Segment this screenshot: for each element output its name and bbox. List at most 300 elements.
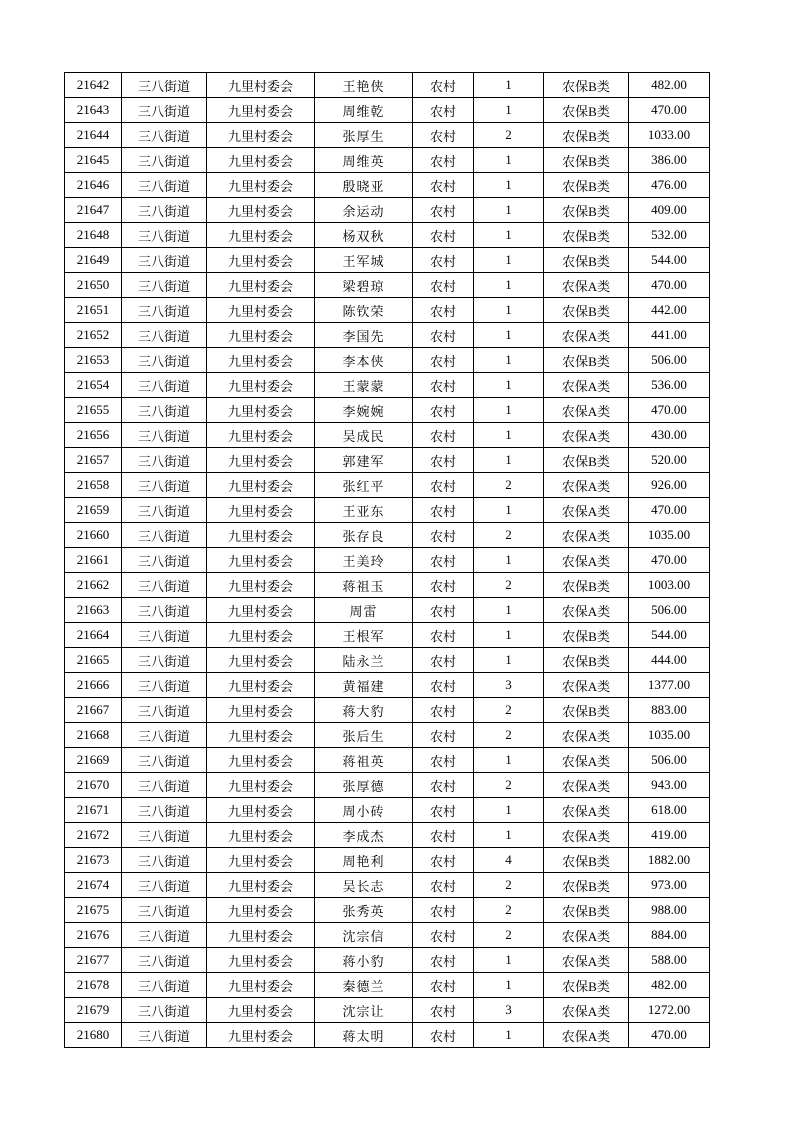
cell-name: 李本侠 bbox=[315, 348, 413, 373]
cell-type: 农村 bbox=[413, 498, 474, 523]
cell-amount: 430.00 bbox=[629, 423, 710, 448]
cell-village: 九里村委会 bbox=[207, 423, 315, 448]
cell-type: 农村 bbox=[413, 298, 474, 323]
cell-street: 三八街道 bbox=[122, 798, 207, 823]
cell-street: 三八街道 bbox=[122, 498, 207, 523]
cell-count: 2 bbox=[474, 473, 544, 498]
cell-street: 三八街道 bbox=[122, 148, 207, 173]
cell-id: 21659 bbox=[65, 498, 122, 523]
cell-village: 九里村委会 bbox=[207, 248, 315, 273]
cell-count: 1 bbox=[474, 98, 544, 123]
cell-village: 九里村委会 bbox=[207, 173, 315, 198]
cell-category: 农保A类 bbox=[544, 373, 629, 398]
cell-village: 九里村委会 bbox=[207, 848, 315, 873]
cell-village: 九里村委会 bbox=[207, 948, 315, 973]
cell-amount: 470.00 bbox=[629, 1023, 710, 1048]
cell-category: 农保A类 bbox=[544, 748, 629, 773]
table-row bbox=[65, 648, 710, 673]
cell-type: 农村 bbox=[413, 698, 474, 723]
cell-type: 农村 bbox=[413, 598, 474, 623]
cell-street: 三八街道 bbox=[122, 748, 207, 773]
cell-name: 张存良 bbox=[315, 523, 413, 548]
cell-name: 郭建军 bbox=[315, 448, 413, 473]
cell-amount: 544.00 bbox=[629, 248, 710, 273]
cell-count: 2 bbox=[474, 698, 544, 723]
table-row bbox=[65, 373, 710, 398]
cell-street: 三八街道 bbox=[122, 73, 207, 98]
cell-type: 农村 bbox=[413, 73, 474, 98]
cell-type: 农村 bbox=[413, 773, 474, 798]
cell-amount: 442.00 bbox=[629, 298, 710, 323]
cell-count: 2 bbox=[474, 923, 544, 948]
cell-id: 21664 bbox=[65, 623, 122, 648]
cell-id: 21680 bbox=[65, 1023, 122, 1048]
cell-street: 三八街道 bbox=[122, 98, 207, 123]
cell-name: 蒋小豹 bbox=[315, 948, 413, 973]
cell-category: 农保A类 bbox=[544, 823, 629, 848]
cell-type: 农村 bbox=[413, 148, 474, 173]
cell-count: 2 bbox=[474, 723, 544, 748]
cell-amount: 482.00 bbox=[629, 973, 710, 998]
table-row bbox=[65, 748, 710, 773]
cell-village: 九里村委会 bbox=[207, 773, 315, 798]
cell-count: 2 bbox=[474, 573, 544, 598]
cell-id: 21679 bbox=[65, 998, 122, 1023]
cell-category: 农保A类 bbox=[544, 773, 629, 798]
cell-type: 农村 bbox=[413, 798, 474, 823]
cell-type: 农村 bbox=[413, 648, 474, 673]
cell-category: 农保A类 bbox=[544, 673, 629, 698]
cell-village: 九里村委会 bbox=[207, 673, 315, 698]
cell-name: 王蒙蒙 bbox=[315, 373, 413, 398]
table-row bbox=[65, 548, 710, 573]
cell-type: 农村 bbox=[413, 923, 474, 948]
cell-amount: 386.00 bbox=[629, 148, 710, 173]
cell-name: 李国先 bbox=[315, 323, 413, 348]
cell-category: 农保A类 bbox=[544, 273, 629, 298]
cell-category: 农保A类 bbox=[544, 548, 629, 573]
cell-category: 农保B类 bbox=[544, 123, 629, 148]
cell-category: 农保B类 bbox=[544, 698, 629, 723]
cell-category: 农保B类 bbox=[544, 898, 629, 923]
cell-amount: 476.00 bbox=[629, 173, 710, 198]
cell-amount: 506.00 bbox=[629, 348, 710, 373]
cell-street: 三八街道 bbox=[122, 948, 207, 973]
cell-type: 农村 bbox=[413, 223, 474, 248]
cell-amount: 544.00 bbox=[629, 623, 710, 648]
cell-village: 九里村委会 bbox=[207, 648, 315, 673]
cell-amount: 1003.00 bbox=[629, 573, 710, 598]
table-row bbox=[65, 923, 710, 948]
cell-category: 农保B类 bbox=[544, 448, 629, 473]
table-row bbox=[65, 173, 710, 198]
document-page bbox=[64, 72, 710, 1048]
cell-type: 农村 bbox=[413, 723, 474, 748]
cell-street: 三八街道 bbox=[122, 273, 207, 298]
cell-id: 21650 bbox=[65, 273, 122, 298]
cell-village: 九里村委会 bbox=[207, 398, 315, 423]
cell-village: 九里村委会 bbox=[207, 873, 315, 898]
cell-id: 21643 bbox=[65, 98, 122, 123]
cell-id: 21675 bbox=[65, 898, 122, 923]
cell-count: 1 bbox=[474, 273, 544, 298]
cell-village: 九里村委会 bbox=[207, 623, 315, 648]
cell-name: 陆永兰 bbox=[315, 648, 413, 673]
cell-category: 农保A类 bbox=[544, 948, 629, 973]
cell-street: 三八街道 bbox=[122, 898, 207, 923]
cell-amount: 1035.00 bbox=[629, 523, 710, 548]
cell-count: 1 bbox=[474, 373, 544, 398]
cell-type: 农村 bbox=[413, 123, 474, 148]
cell-category: 农保B类 bbox=[544, 298, 629, 323]
cell-name: 周维乾 bbox=[315, 98, 413, 123]
cell-name: 王亚东 bbox=[315, 498, 413, 523]
table-row bbox=[65, 73, 710, 98]
cell-street: 三八街道 bbox=[122, 248, 207, 273]
cell-id: 21656 bbox=[65, 423, 122, 448]
cell-count: 2 bbox=[474, 123, 544, 148]
cell-amount: 1377.00 bbox=[629, 673, 710, 698]
cell-name: 张红平 bbox=[315, 473, 413, 498]
cell-category: 农保B类 bbox=[544, 348, 629, 373]
table-row bbox=[65, 123, 710, 148]
cell-amount: 1033.00 bbox=[629, 123, 710, 148]
cell-category: 农保B类 bbox=[544, 73, 629, 98]
cell-category: 农保B类 bbox=[544, 248, 629, 273]
cell-category: 农保B类 bbox=[544, 873, 629, 898]
cell-village: 九里村委会 bbox=[207, 98, 315, 123]
table-row bbox=[65, 973, 710, 998]
cell-category: 农保B类 bbox=[544, 648, 629, 673]
table-row bbox=[65, 273, 710, 298]
table-row bbox=[65, 598, 710, 623]
cell-street: 三八街道 bbox=[122, 823, 207, 848]
table-row bbox=[65, 823, 710, 848]
cell-type: 农村 bbox=[413, 973, 474, 998]
cell-id: 21671 bbox=[65, 798, 122, 823]
cell-street: 三八街道 bbox=[122, 623, 207, 648]
cell-id: 21677 bbox=[65, 948, 122, 973]
cell-village: 九里村委会 bbox=[207, 998, 315, 1023]
cell-amount: 441.00 bbox=[629, 323, 710, 348]
cell-name: 张厚生 bbox=[315, 123, 413, 148]
cell-street: 三八街道 bbox=[122, 848, 207, 873]
cell-type: 农村 bbox=[413, 748, 474, 773]
cell-type: 农村 bbox=[413, 273, 474, 298]
cell-amount: 973.00 bbox=[629, 873, 710, 898]
table-row bbox=[65, 248, 710, 273]
cell-type: 农村 bbox=[413, 423, 474, 448]
cell-type: 农村 bbox=[413, 873, 474, 898]
cell-category: 农保B类 bbox=[544, 223, 629, 248]
cell-category: 农保A类 bbox=[544, 598, 629, 623]
cell-count: 1 bbox=[474, 973, 544, 998]
cell-category: 农保A类 bbox=[544, 798, 629, 823]
cell-id: 21674 bbox=[65, 873, 122, 898]
cell-street: 三八街道 bbox=[122, 1023, 207, 1048]
cell-count: 3 bbox=[474, 998, 544, 1023]
cell-street: 三八街道 bbox=[122, 598, 207, 623]
cell-name: 梁碧琼 bbox=[315, 273, 413, 298]
cell-type: 农村 bbox=[413, 348, 474, 373]
cell-id: 21667 bbox=[65, 698, 122, 723]
cell-category: 农保B类 bbox=[544, 623, 629, 648]
cell-amount: 470.00 bbox=[629, 548, 710, 573]
cell-count: 1 bbox=[474, 223, 544, 248]
cell-village: 九里村委会 bbox=[207, 898, 315, 923]
table-row bbox=[65, 873, 710, 898]
table-row bbox=[65, 998, 710, 1023]
cell-amount: 520.00 bbox=[629, 448, 710, 473]
cell-id: 21652 bbox=[65, 323, 122, 348]
cell-street: 三八街道 bbox=[122, 923, 207, 948]
cell-category: 农保B类 bbox=[544, 973, 629, 998]
cell-category: 农保A类 bbox=[544, 923, 629, 948]
cell-count: 1 bbox=[474, 173, 544, 198]
cell-count: 1 bbox=[474, 1023, 544, 1048]
cell-count: 1 bbox=[474, 623, 544, 648]
cell-id: 21644 bbox=[65, 123, 122, 148]
cell-id: 21665 bbox=[65, 648, 122, 673]
cell-village: 九里村委会 bbox=[207, 148, 315, 173]
cell-count: 1 bbox=[474, 798, 544, 823]
cell-count: 1 bbox=[474, 748, 544, 773]
cell-amount: 470.00 bbox=[629, 98, 710, 123]
cell-type: 农村 bbox=[413, 323, 474, 348]
cell-category: 农保B类 bbox=[544, 573, 629, 598]
cell-type: 农村 bbox=[413, 998, 474, 1023]
cell-name: 余运动 bbox=[315, 198, 413, 223]
cell-id: 21657 bbox=[65, 448, 122, 473]
cell-count: 1 bbox=[474, 823, 544, 848]
cell-count: 1 bbox=[474, 648, 544, 673]
cell-village: 九里村委会 bbox=[207, 973, 315, 998]
cell-amount: 883.00 bbox=[629, 698, 710, 723]
cell-street: 三八街道 bbox=[122, 523, 207, 548]
table-row bbox=[65, 148, 710, 173]
cell-amount: 943.00 bbox=[629, 773, 710, 798]
cell-street: 三八街道 bbox=[122, 998, 207, 1023]
cell-name: 蒋太明 bbox=[315, 1023, 413, 1048]
cell-id: 21660 bbox=[65, 523, 122, 548]
cell-type: 农村 bbox=[413, 98, 474, 123]
cell-amount: 536.00 bbox=[629, 373, 710, 398]
cell-name: 杨双秋 bbox=[315, 223, 413, 248]
cell-name: 王美玲 bbox=[315, 548, 413, 573]
cell-id: 21648 bbox=[65, 223, 122, 248]
cell-category: 农保B类 bbox=[544, 848, 629, 873]
cell-amount: 506.00 bbox=[629, 598, 710, 623]
cell-type: 农村 bbox=[413, 523, 474, 548]
cell-name: 张后生 bbox=[315, 723, 413, 748]
cell-amount: 618.00 bbox=[629, 798, 710, 823]
table-row bbox=[65, 848, 710, 873]
cell-id: 21655 bbox=[65, 398, 122, 423]
cell-village: 九里村委会 bbox=[207, 548, 315, 573]
cell-id: 21666 bbox=[65, 673, 122, 698]
table-row bbox=[65, 1023, 710, 1048]
cell-amount: 926.00 bbox=[629, 473, 710, 498]
cell-category: 农保A类 bbox=[544, 498, 629, 523]
cell-count: 4 bbox=[474, 848, 544, 873]
cell-count: 1 bbox=[474, 298, 544, 323]
cell-category: 农保A类 bbox=[544, 423, 629, 448]
cell-category: 农保A类 bbox=[544, 323, 629, 348]
cell-name: 张秀英 bbox=[315, 898, 413, 923]
cell-name: 张厚德 bbox=[315, 773, 413, 798]
cell-id: 21651 bbox=[65, 298, 122, 323]
table-row bbox=[65, 398, 710, 423]
cell-id: 21647 bbox=[65, 198, 122, 223]
cell-amount: 532.00 bbox=[629, 223, 710, 248]
cell-street: 三八街道 bbox=[122, 223, 207, 248]
table-row bbox=[65, 223, 710, 248]
cell-street: 三八街道 bbox=[122, 648, 207, 673]
cell-amount: 988.00 bbox=[629, 898, 710, 923]
cell-street: 三八街道 bbox=[122, 198, 207, 223]
cell-street: 三八街道 bbox=[122, 548, 207, 573]
cell-street: 三八街道 bbox=[122, 348, 207, 373]
cell-name: 吴长志 bbox=[315, 873, 413, 898]
cell-amount: 470.00 bbox=[629, 398, 710, 423]
table-row bbox=[65, 723, 710, 748]
cell-count: 1 bbox=[474, 148, 544, 173]
cell-type: 农村 bbox=[413, 548, 474, 573]
cell-count: 2 bbox=[474, 773, 544, 798]
cell-name: 周小砖 bbox=[315, 798, 413, 823]
cell-category: 农保B类 bbox=[544, 148, 629, 173]
table-row bbox=[65, 698, 710, 723]
cell-name: 王根军 bbox=[315, 623, 413, 648]
cell-category: 农保A类 bbox=[544, 398, 629, 423]
table-row bbox=[65, 423, 710, 448]
cell-type: 农村 bbox=[413, 248, 474, 273]
cell-id: 21653 bbox=[65, 348, 122, 373]
cell-count: 2 bbox=[474, 523, 544, 548]
table-row bbox=[65, 198, 710, 223]
table-row bbox=[65, 473, 710, 498]
cell-village: 九里村委会 bbox=[207, 348, 315, 373]
cell-amount: 470.00 bbox=[629, 273, 710, 298]
cell-amount: 482.00 bbox=[629, 73, 710, 98]
cell-type: 农村 bbox=[413, 848, 474, 873]
table-body bbox=[65, 73, 710, 1048]
cell-category: 农保A类 bbox=[544, 998, 629, 1023]
cell-village: 九里村委会 bbox=[207, 73, 315, 98]
cell-type: 农村 bbox=[413, 373, 474, 398]
cell-count: 1 bbox=[474, 348, 544, 373]
cell-village: 九里村委会 bbox=[207, 498, 315, 523]
cell-village: 九里村委会 bbox=[207, 223, 315, 248]
cell-count: 1 bbox=[474, 323, 544, 348]
cell-village: 九里村委会 bbox=[207, 298, 315, 323]
cell-village: 九里村委会 bbox=[207, 123, 315, 148]
cell-street: 三八街道 bbox=[122, 873, 207, 898]
cell-count: 1 bbox=[474, 498, 544, 523]
cell-type: 农村 bbox=[413, 448, 474, 473]
cell-street: 三八街道 bbox=[122, 123, 207, 148]
cell-count: 1 bbox=[474, 198, 544, 223]
cell-amount: 419.00 bbox=[629, 823, 710, 848]
cell-type: 农村 bbox=[413, 573, 474, 598]
cell-count: 1 bbox=[474, 398, 544, 423]
table-row bbox=[65, 773, 710, 798]
cell-street: 三八街道 bbox=[122, 573, 207, 598]
table-row bbox=[65, 298, 710, 323]
cell-street: 三八街道 bbox=[122, 723, 207, 748]
cell-count: 1 bbox=[474, 598, 544, 623]
table-row bbox=[65, 948, 710, 973]
cell-name: 陈钦荣 bbox=[315, 298, 413, 323]
cell-category: 农保A类 bbox=[544, 473, 629, 498]
cell-village: 九里村委会 bbox=[207, 373, 315, 398]
cell-category: 农保A类 bbox=[544, 723, 629, 748]
cell-street: 三八街道 bbox=[122, 398, 207, 423]
cell-type: 农村 bbox=[413, 823, 474, 848]
cell-id: 21646 bbox=[65, 173, 122, 198]
cell-village: 九里村委会 bbox=[207, 573, 315, 598]
cell-amount: 1882.00 bbox=[629, 848, 710, 873]
cell-category: 农保A类 bbox=[544, 523, 629, 548]
cell-type: 农村 bbox=[413, 398, 474, 423]
cell-street: 三八街道 bbox=[122, 973, 207, 998]
cell-street: 三八街道 bbox=[122, 698, 207, 723]
cell-type: 农村 bbox=[413, 948, 474, 973]
table-row bbox=[65, 323, 710, 348]
cell-id: 21662 bbox=[65, 573, 122, 598]
cell-name: 周雷 bbox=[315, 598, 413, 623]
cell-street: 三八街道 bbox=[122, 473, 207, 498]
cell-amount: 470.00 bbox=[629, 498, 710, 523]
cell-village: 九里村委会 bbox=[207, 798, 315, 823]
cell-count: 1 bbox=[474, 423, 544, 448]
cell-count: 1 bbox=[474, 448, 544, 473]
cell-type: 农村 bbox=[413, 173, 474, 198]
cell-id: 21645 bbox=[65, 148, 122, 173]
cell-name: 蒋祖玉 bbox=[315, 573, 413, 598]
cell-id: 21678 bbox=[65, 973, 122, 998]
table-row bbox=[65, 798, 710, 823]
cell-name: 李婉婉 bbox=[315, 398, 413, 423]
cell-count: 1 bbox=[474, 548, 544, 573]
cell-count: 1 bbox=[474, 248, 544, 273]
cell-id: 21661 bbox=[65, 548, 122, 573]
cell-village: 九里村委会 bbox=[207, 723, 315, 748]
table-row bbox=[65, 98, 710, 123]
cell-name: 王军城 bbox=[315, 248, 413, 273]
cell-village: 九里村委会 bbox=[207, 273, 315, 298]
table-row bbox=[65, 348, 710, 373]
cell-name: 蒋祖英 bbox=[315, 748, 413, 773]
cell-count: 2 bbox=[474, 873, 544, 898]
cell-village: 九里村委会 bbox=[207, 323, 315, 348]
cell-category: 农保B类 bbox=[544, 173, 629, 198]
cell-id: 21658 bbox=[65, 473, 122, 498]
cell-category: 农保B类 bbox=[544, 98, 629, 123]
table-row bbox=[65, 523, 710, 548]
cell-name: 吴成民 bbox=[315, 423, 413, 448]
cell-street: 三八街道 bbox=[122, 323, 207, 348]
benefits-table bbox=[64, 72, 710, 1048]
cell-street: 三八街道 bbox=[122, 423, 207, 448]
cell-name: 殷晓亚 bbox=[315, 173, 413, 198]
cell-amount: 506.00 bbox=[629, 748, 710, 773]
cell-name: 黄福建 bbox=[315, 673, 413, 698]
cell-village: 九里村委会 bbox=[207, 473, 315, 498]
table-row bbox=[65, 623, 710, 648]
cell-category: 农保A类 bbox=[544, 1023, 629, 1048]
cell-type: 农村 bbox=[413, 898, 474, 923]
